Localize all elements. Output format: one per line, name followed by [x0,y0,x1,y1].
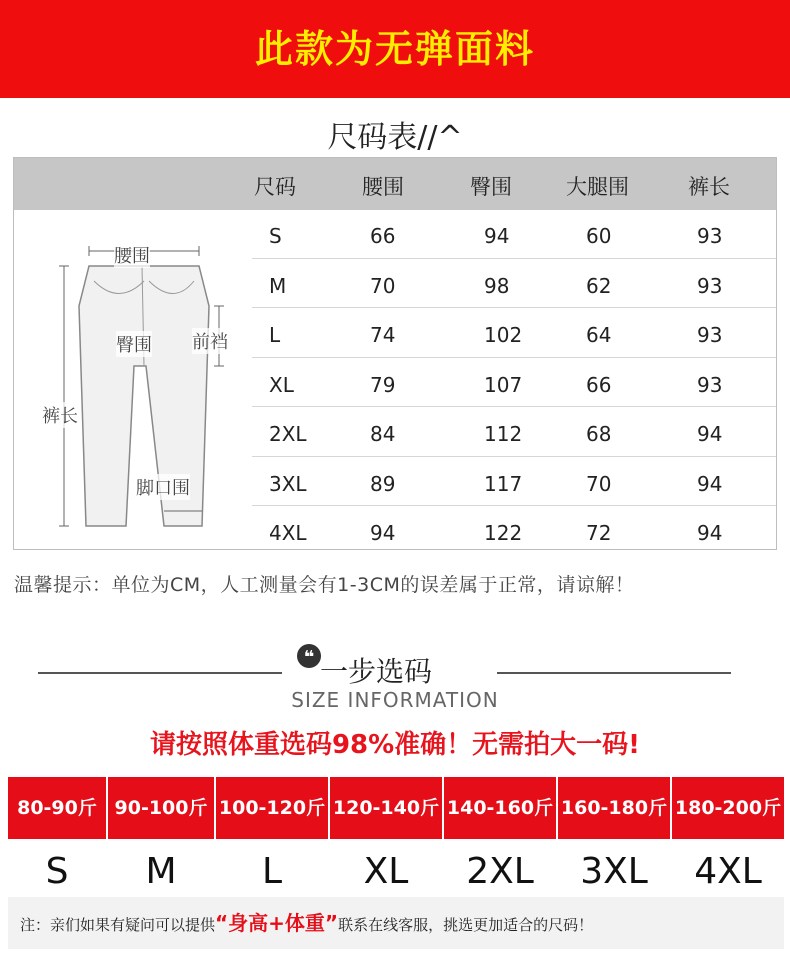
row-waist-cell: 89 [370,471,396,496]
row-waist-cell: 70 [370,273,396,298]
row-size-cell: 3XL [269,471,307,496]
row-length-cell: 94 [697,521,723,545]
diagram-label-hem: 脚口围 [136,474,190,500]
divider-left [38,672,282,674]
divider-right [497,672,731,674]
row-divider [252,307,776,308]
pants-diagram [34,226,244,536]
size-cell-6: 3XL [558,841,670,903]
header-thigh: 大腿围 [566,175,629,199]
row-thigh-cell: 64 [586,323,612,347]
row-thigh-cell: 72 [586,521,612,545]
size-chart-table [13,157,777,550]
row-divider [252,456,776,457]
row-waist-cell: 94 [370,521,396,545]
weight-cell-3: 100-120斤 [216,777,328,839]
footer-suffix: 联系在线客服，挑选更加适合的尺码！ [338,916,594,934]
row-size-cell: S [269,224,282,248]
row-thigh-cell: 68 [586,422,612,446]
diagram-label-waist: 腰围 [114,242,150,268]
row-divider [252,258,776,259]
row-thigh-cell: 60 [586,224,612,248]
row-length-cell: 94 [697,471,723,496]
quote-icon: ❝ [297,644,321,668]
section-subtitle: SIZE INFORMATION [291,688,499,712]
row-thigh-cell: 66 [586,372,612,397]
row-length-cell: 93 [697,224,723,248]
row-waist-cell: 79 [370,372,396,397]
diagram-label-length: 裤长 [42,402,78,428]
row-divider [252,357,776,358]
row-hip-cell: 94 [484,224,510,248]
weight-cell-6: 160-180斤 [558,777,670,839]
top-banner [0,0,790,98]
measurement-note: 温馨提示：单位为CM，人工测量会有1-3CM的误差属于正常，请谅解！ [14,574,635,596]
header-hip: 臀围 [470,175,512,199]
row-length-cell: 93 [697,372,723,397]
weight-cell-2: 90-100斤 [108,777,214,839]
banner-text: 此款为无弹面料 [254,27,535,71]
weight-cell-5: 140-160斤 [444,777,556,839]
size-chart-title: 尺码表//^ [327,120,463,155]
header-size: 尺码 [254,175,296,199]
row-waist-cell: 74 [370,323,396,347]
row-size-cell: 4XL [269,521,307,545]
size-cell-4: XL [330,841,442,903]
weight-tip: 请按照体重选码98%准确！无需拍大一码! [149,730,641,760]
row-hip-cell: 117 [484,471,523,496]
size-cell-1: S [8,841,106,903]
size-cell-3: L [216,841,328,903]
row-divider [252,406,776,407]
row-thigh-cell: 70 [586,471,612,496]
weight-cell-7: 180-200斤 [672,777,784,839]
row-size-cell: L [269,323,281,347]
weight-cell-4: 120-140斤 [330,777,442,839]
row-hip-cell: 98 [484,273,510,298]
weight-cell-1: 80-90斤 [8,777,106,839]
row-hip-cell: 102 [484,323,523,347]
footer-highlight: “身高+体重” [215,911,339,935]
row-hip-cell: 107 [484,372,523,397]
row-length-cell: 93 [697,323,723,347]
row-divider [252,505,776,506]
row-length-cell: 94 [697,422,723,446]
diagram-label-hip: 臀围 [116,331,152,357]
header-waist: 腰围 [362,175,404,199]
row-thigh-cell: 62 [586,273,612,298]
size-cell-7: 4XL [672,841,784,903]
header-length: 裤长 [688,175,730,199]
size-chart-header [14,158,776,210]
row-size-cell: 2XL [269,422,307,446]
section-title: 一步选码 [320,655,433,688]
row-length-cell: 93 [697,273,723,298]
row-size-cell: XL [269,372,294,397]
diagram-label-rise: 前裆 [192,328,228,354]
row-waist-cell: 66 [370,224,396,248]
row-size-cell: M [269,273,287,298]
size-cell-5: 2XL [444,841,556,903]
footer-prefix: 注：亲们如果有疑问可以提供 [20,916,216,934]
row-hip-cell: 112 [484,422,523,446]
size-cell-2: M [108,841,214,903]
row-hip-cell: 122 [484,521,523,545]
footer-note [8,897,784,949]
row-waist-cell: 84 [370,422,396,446]
